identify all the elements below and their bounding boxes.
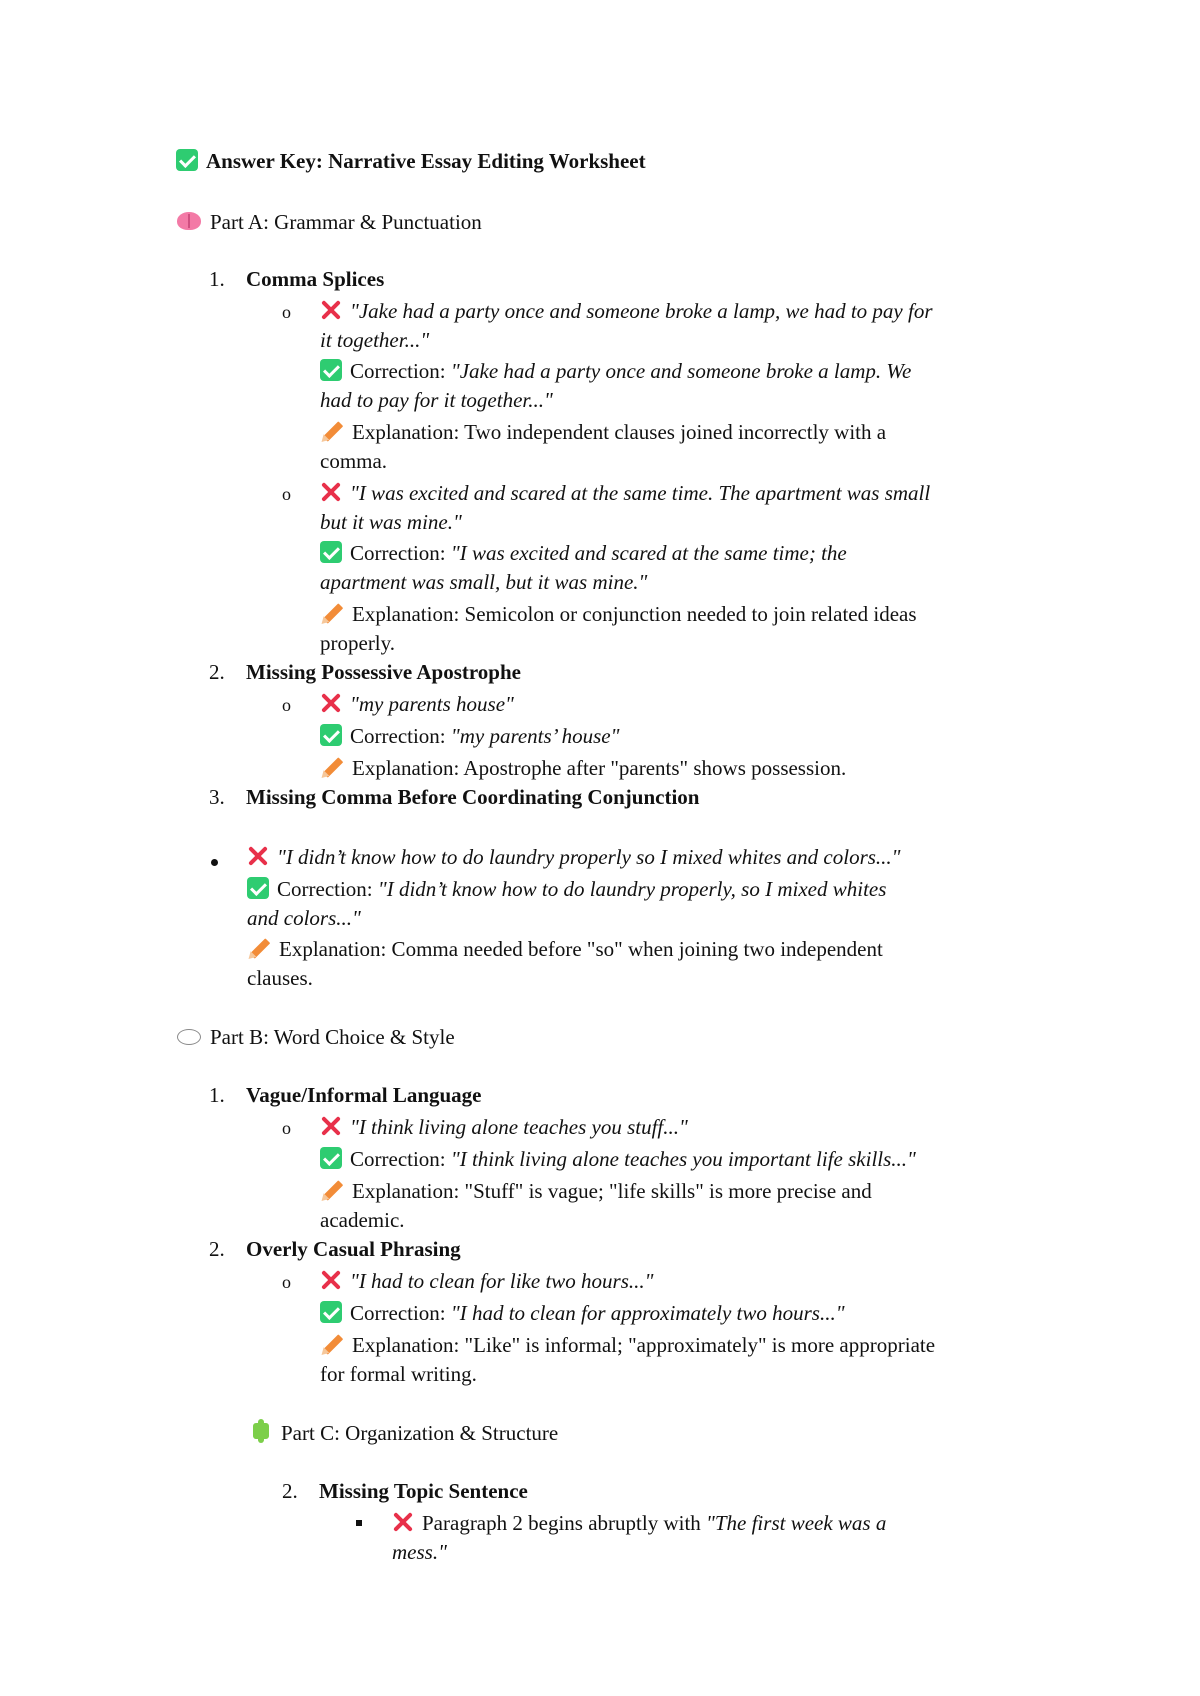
check-mark-button-icon [320, 1301, 342, 1323]
note-text: Paragraph 2 begins abruptly with [422, 1511, 707, 1535]
list-bullet: o [282, 484, 291, 504]
list-bullet: o [282, 695, 291, 715]
pencil-icon [320, 1333, 344, 1355]
list-number: 2. [282, 1479, 298, 1503]
explanation [320, 600, 917, 628]
correction-text: "I think living alone teaches you important life skills..." [450, 1147, 916, 1171]
pencil-icon [247, 937, 271, 959]
wrong-example [320, 690, 514, 718]
correction [320, 1299, 845, 1327]
correction-text: "I had to clean for approximately two hours..." [450, 1301, 845, 1325]
item-title: Missing Possessive Apostrophe [246, 660, 521, 684]
explanation-text: Explanation: Two independent clauses joined incorrectly with a [352, 420, 887, 444]
wrong-text: "I was excited and scared at the same time. The apartment was small [350, 481, 931, 505]
cross-mark-icon [320, 1115, 342, 1137]
correction-text: "I was excited and scared at the same time; the [450, 541, 847, 565]
wrong-text: "I didn’t know how to do laundry properly so I mixed whites and colors..." [277, 845, 901, 869]
cross-mark-icon [392, 1511, 414, 1533]
cross-mark-icon [320, 692, 342, 714]
correction-text: "I didn’t know how to do laundry properly, so I mixed whites [377, 877, 887, 901]
pencil-icon [320, 1179, 344, 1201]
explanation-text: Explanation: Comma needed before "so" when joining two independent [279, 937, 883, 961]
correction-text-cont: apartment was small, but it was mine." [320, 570, 648, 594]
explanation-text-cont: academic. [320, 1208, 405, 1232]
correction-label: Correction: [350, 359, 451, 383]
pencil-icon [320, 420, 344, 442]
check-mark-button-icon [247, 877, 269, 899]
explanation [247, 935, 883, 963]
item-title: Comma Splices [246, 267, 385, 291]
correction-label: Correction: [350, 1301, 451, 1325]
explanation-text: Explanation: Apostrophe after "parents" shows possession. [352, 756, 847, 780]
correction [320, 1145, 916, 1173]
wrong-example [320, 1267, 653, 1295]
check-mark-button-icon [320, 541, 342, 563]
correction-text: "my parents’ house" [450, 724, 620, 748]
cross-mark-icon [247, 845, 269, 867]
list-bullet: o [282, 1272, 291, 1292]
part-b-heading-text: Part B: Word Choice & Style [210, 1025, 455, 1049]
brain-icon [176, 210, 202, 232]
explanation-text-cont: for formal writing. [320, 1362, 477, 1386]
explanation-text: Explanation: "Like" is informal; "approximately" is more appropriate [352, 1333, 936, 1357]
wrong-text: "Jake had a party once and someone broke a lamp, we had to pay for [350, 299, 933, 323]
check-mark-button-icon [320, 724, 342, 746]
explanation-text-cont: clauses. [247, 966, 313, 990]
part-c-heading [249, 1419, 558, 1447]
check-mark-button-icon [176, 149, 198, 171]
cross-mark-icon [320, 1269, 342, 1291]
note [392, 1509, 886, 1537]
explanation [320, 1331, 935, 1359]
correction-label: Correction: [350, 541, 451, 565]
list-number: 1. [209, 1083, 225, 1107]
explanation-text: Explanation: Semicolon or conjunction needed to join related ideas [352, 602, 917, 626]
note-quote: "The first week was a [706, 1511, 887, 1535]
list-bullet: o [282, 302, 291, 322]
wrong-example [320, 1113, 688, 1141]
speech-bubble-icon [176, 1025, 202, 1047]
list-number: 2. [209, 660, 225, 684]
correction-text: "Jake had a party once and someone broke a lamp. We [450, 359, 912, 383]
puzzle-piece-icon [249, 1419, 273, 1443]
correction-label: Correction: [350, 1147, 451, 1171]
wrong-example [247, 843, 900, 871]
item-title: Missing Topic Sentence [319, 1479, 528, 1503]
check-mark-button-icon [320, 359, 342, 381]
list-bullet [356, 1520, 362, 1526]
part-a-heading [176, 208, 482, 236]
part-a-heading-text: Part A: Grammar & Punctuation [210, 210, 482, 234]
item-title: Missing Comma Before Coordinating Conjunction [246, 785, 700, 809]
title-text: Answer Key: Narrative Essay Editing Worksheet [206, 149, 646, 173]
cross-mark-icon [320, 481, 342, 503]
explanation [320, 1177, 872, 1205]
correction [320, 722, 619, 750]
wrong-example [320, 297, 933, 325]
explanation [320, 754, 846, 782]
wrong-example [320, 479, 930, 507]
explanation [320, 418, 886, 446]
correction-text-cont: and colors..." [247, 906, 361, 930]
page-title [176, 147, 646, 175]
pencil-icon [320, 602, 344, 624]
list-bullet: o [282, 1118, 291, 1138]
wrong-text: "I think living alone teaches you stuff..." [350, 1115, 688, 1139]
part-b-heading [176, 1023, 455, 1051]
correction-text-cont: had to pay for it together..." [320, 388, 553, 412]
cross-mark-icon [320, 299, 342, 321]
item-title: Overly Casual Phrasing [246, 1237, 461, 1261]
wrong-text-cont: but it was mine." [320, 510, 462, 534]
correction-label: Correction: [350, 724, 451, 748]
list-number: 3. [209, 785, 225, 809]
explanation-text-cont: properly. [320, 631, 396, 655]
list-bullet [211, 859, 218, 866]
explanation-text: Explanation: "Stuff" is vague; "life skills" is more precise and [352, 1179, 872, 1203]
correction-label: Correction: [277, 877, 378, 901]
correction [320, 357, 911, 385]
pencil-icon [320, 756, 344, 778]
wrong-text: "I had to clean for like two hours..." [350, 1269, 654, 1293]
list-number: 1. [209, 267, 225, 291]
part-c-heading-text: Part C: Organization & Structure [281, 1421, 559, 1445]
list-number: 2. [209, 1237, 225, 1261]
explanation-text-cont: comma. [320, 449, 388, 473]
correction [247, 875, 886, 903]
wrong-text-cont: it together..." [320, 328, 430, 352]
check-mark-button-icon [320, 1147, 342, 1169]
item-title: Vague/Informal Language [246, 1083, 482, 1107]
wrong-text: "my parents house" [350, 692, 514, 716]
note-quote-cont: mess." [392, 1540, 447, 1564]
correction [320, 539, 847, 567]
